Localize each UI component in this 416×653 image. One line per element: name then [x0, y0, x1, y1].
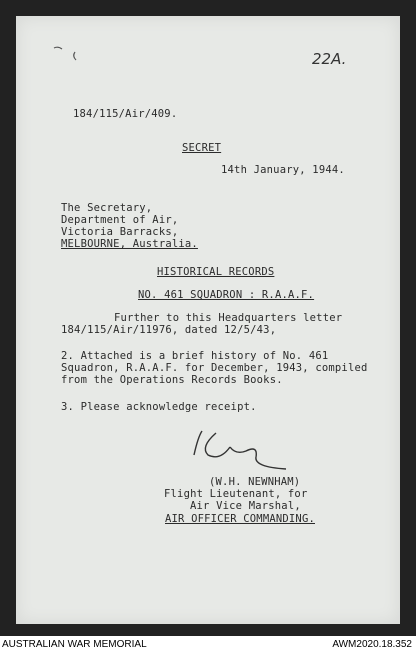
signatory-line: Flight Lieutenant, for [164, 488, 308, 500]
footer-accession: AWM2020.18.352 [332, 639, 412, 650]
pencil-mark [48, 40, 88, 70]
file-reference: 184/115/Air/409. [73, 108, 178, 120]
subject-heading: HISTORICAL RECORDS [157, 266, 275, 278]
addressee-line: The Secretary, [61, 202, 153, 214]
paragraph-3: 3. Please acknowledge receipt. [61, 401, 257, 413]
signature [186, 425, 306, 475]
signatory-line: AIR OFFICER COMMANDING. [165, 513, 315, 525]
addressee-line: Victoria Barracks, [61, 226, 179, 238]
page-number: 22A. [312, 50, 347, 68]
subject-squadron: NO. 461 SQUADRON : R.A.A.F. [138, 289, 315, 301]
footer-institution: AUSTRALIAN WAR MEMORIAL [2, 639, 147, 650]
paragraph-1-line: Further to this Headquarters letter [114, 312, 343, 324]
addressee-line: MELBOURNE, Australia. [61, 238, 198, 250]
signatory-line: Air Vice Marshal, [190, 500, 301, 512]
signatory-name: (W.H. NEWNHAM) [209, 476, 301, 488]
letter-date: 14th January, 1944. [221, 164, 345, 176]
addressee-line: Department of Air, [61, 214, 179, 226]
paragraph-2-line: Squadron, R.A.A.F. for December, 1943, compiled [61, 362, 368, 374]
classification: SECRET [182, 142, 222, 154]
paragraph-2-line: from the Operations Records Books. [61, 374, 283, 386]
paragraph-2-line: 2. Attached is a brief history of No. 461 [61, 350, 329, 362]
paragraph-1-line: 184/115/Air/11976, dated 12/5/43, [61, 324, 277, 336]
